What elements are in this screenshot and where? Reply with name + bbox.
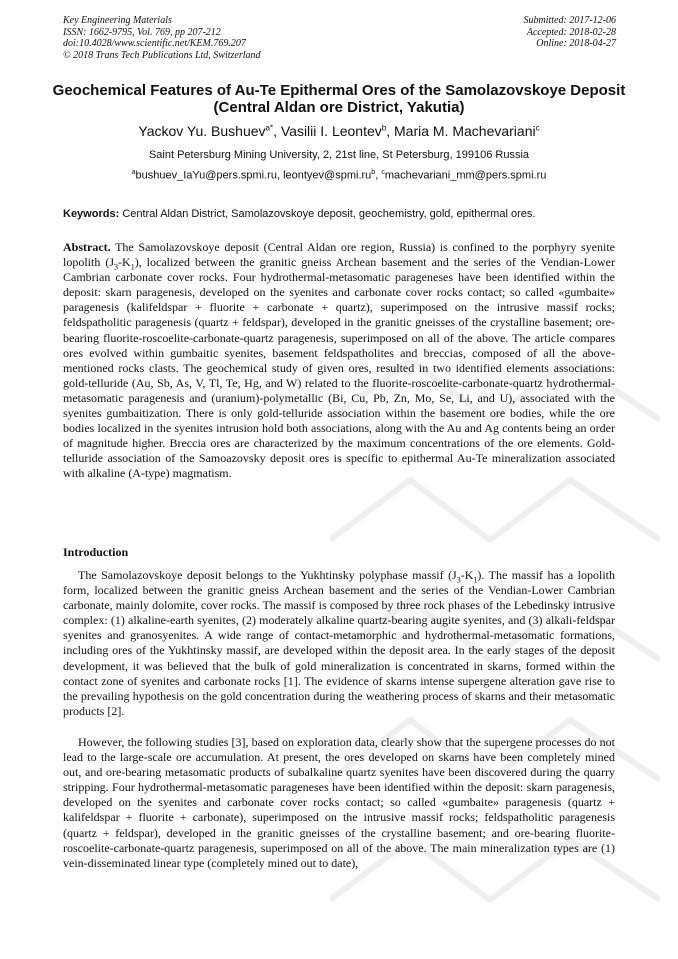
author-name: Maria M. Machevariani <box>394 123 536 139</box>
accepted-date: Accepted: 2018-02-28 <box>526 26 616 38</box>
keywords-text: Central Aldan District, Samolazovskoye deposit, geochemistry, gold, epithermal ores. <box>122 208 536 220</box>
abstract-text: The Samolazovskoye deposit (Central Aldan ore region, Russia) is confined to the porphyry syenite lopolith (J <box>63 240 615 270</box>
online-date: Online: 2018-04-27 <box>536 38 616 49</box>
paper-title: Geochemical Features of Au-Te Epithermal Ores of the Samolazovskoye Deposit (Central Aldan ore District, Yakutia) <box>52 82 626 116</box>
email-address: leontyev@spmi.ru <box>283 169 372 182</box>
author-name: Yackov Yu. Bushuev <box>138 123 266 139</box>
email-address: bushuev_IaYu@pers.spmi.ru <box>135 169 277 182</box>
paragraph-text: -K <box>460 568 474 582</box>
abstract <box>63 240 615 482</box>
doi-line: doi:10.4028/www.scientific.net/KEM.769.207 <box>63 38 246 49</box>
abstract-text: -K <box>118 255 131 270</box>
subscript: 1 <box>130 262 135 272</box>
keywords-label: Keywords: <box>63 208 120 220</box>
paragraph-text: The Samolazovskoye deposit belongs to the Yukhtinsky polyphase massif (J <box>78 568 457 582</box>
paragraph-text: ). The massif has a lopolith form, localized between the granitic gneiss Archean basement and the series of the Vendian-Lower Cambrian carbonate, mainly dolomite, cover rocks. The massif is composed by three rock phases of the Lebedinsky intrusive complex: (1) alkaline-earth syenites, (2) moderately alkaline quartz-bearing augite syenites, and (3) alkali-feldspar syenites and granosyenites. A wide range of contact-metamorphic and hydrothermal-metasomatic formations, including ores of the Yukhtinsky massif, are developed within the deposit area. In the early stages of the deposit development, it was believed that the bulk of gold mineralization is concentrated in skarns, formed within the contact zone of syenites and carbonate rocks [1]. The evidence of skarns intense supergene alteration gave rise to the prevailing hypothesis on the gold concentration during the weathering process of skarns and their metasomatic products [2]. <box>63 568 615 718</box>
copyright-line: © 2018 Trans Tech Publications Ltd, Switzerland <box>63 49 261 61</box>
email-mark: c <box>381 169 385 176</box>
submitted-date: Submitted: 2017-12-06 <box>523 15 616 26</box>
issn-line: ISSN: 1662-9795, Vol. 769, pp 207-212 <box>63 26 221 38</box>
affiliation: Saint Petersburg Mining University, 2, 21st line, St Petersburg, 199106 Russia <box>148 149 530 161</box>
author-mark: b <box>381 123 387 133</box>
introduction-paragraph: However, the following studies [3], based on exploration data, clearly show that the supergene processes do not lead to the large-scale ore accumulation. At present, the ores developed on skarns have been completely mined out, and ore-bearing metasomatic products of subalkaline quartz syenites have been discovered during the quarry stripping. Four hydrothermal-metasomatic parageneses have been identified within the deposit: skarn paragenesis, developed on the syenites and carbonate cover rocks contact; so called «gumbaite» paragenesis (quartz + kalifeldspar + fluorite + carbonate), superimposed on the intrusive massif rocks; feldspatholitic paragenesis (quartz + feldspar), developed in the granitic gneisses of the crystalline basement; and ore-bearing fluorite-roscoelite-carbonate-quartz paragenesis, superimposed on all of the above. The main mineralization types are (1) vein-disseminated linear type (completely mined out to date), <box>63 735 615 870</box>
section-heading-introduction: Introduction <box>63 545 129 559</box>
email-address: machevariani_mm@pers.spmi.ru <box>384 169 547 182</box>
abstract-text: ), localized between the granitic gneiss Archean basement and the series of the Vendian-Lower Cambrian carbonate cover rocks. Four hydrothermal-metasomatic parageneses have been identified within the deposit: skarn paragenesis, developed on the syenites and carbonate cover rocks contact; so called «gumbaite» paragenesis (kalifeldspar + fluorite + carbonate + quartz), superimposed on the intrusive massif rocks; feldspatholitic paragenesis (quartz + feldspar), developed in the granitic gneisses of the crystalline basement; ore-bearing fluorite-roscoelite-carbonate-quartz paragenesis, superimposed on all of the above. The article compares ores evolved within gumbaitic syenites, basement feldspatholites and breccias, composed of all the above-mentioned rocks clasts. The geochemical study of given ores, resulted in two identified elements associations: gold-telluride (Au, Sb, As, V, Tl, Te, Hg, and W) related to the fluorite-roscoelite-carbonate-quartz hydrothermal-metasomatic paragenesis and (uranium)-polymetallic (Bi, Cu, Pb, Zn, Mo, Se, Li, and U), associated with the syenites gumbaitization. There is only gold-telluride association within the basement ore bodies, while the ore bodies localized in the syenites intrusion hold both associations, along with the Au and Ag contents being an order of magnitude higher. Breccia ores are characterized by the maximum concentrations of the ore elements. Gold-telluride association of the Samoazovsky deposit ores is specific to epithermal Au-Te mineralization associated with alkaline (A-type) magmatism. <box>63 255 615 481</box>
email-list: $^a$bushuev_IaYu@pers.spmi.ru, $leontyev@spmi.ru^b$, $^c$machevariani_mm@pers.spmi.ru <box>131 169 547 182</box>
subscript: 1 <box>473 575 478 585</box>
introduction-paragraph <box>63 568 615 719</box>
author-name: Vasilii I. Leontev <box>280 123 382 139</box>
journal-header <box>63 15 261 61</box>
keywords <box>63 208 623 220</box>
email-mark: a <box>131 169 136 176</box>
subscript: 3 <box>456 575 461 585</box>
subscript: 3 <box>114 262 119 272</box>
abstract-label: Abstract. <box>63 240 111 254</box>
email-mark: b <box>371 169 376 176</box>
dates-header <box>524 15 617 50</box>
author-list: Yackov Yu. Bushuev$^{a*}$, Vasilii I. Leontev$^b$, Maria M. Machevariani$^c$ <box>138 123 540 139</box>
journal-name: Key Engineering Materials <box>63 15 172 26</box>
author-mark: c <box>535 123 540 133</box>
author-mark: a* <box>265 123 274 133</box>
